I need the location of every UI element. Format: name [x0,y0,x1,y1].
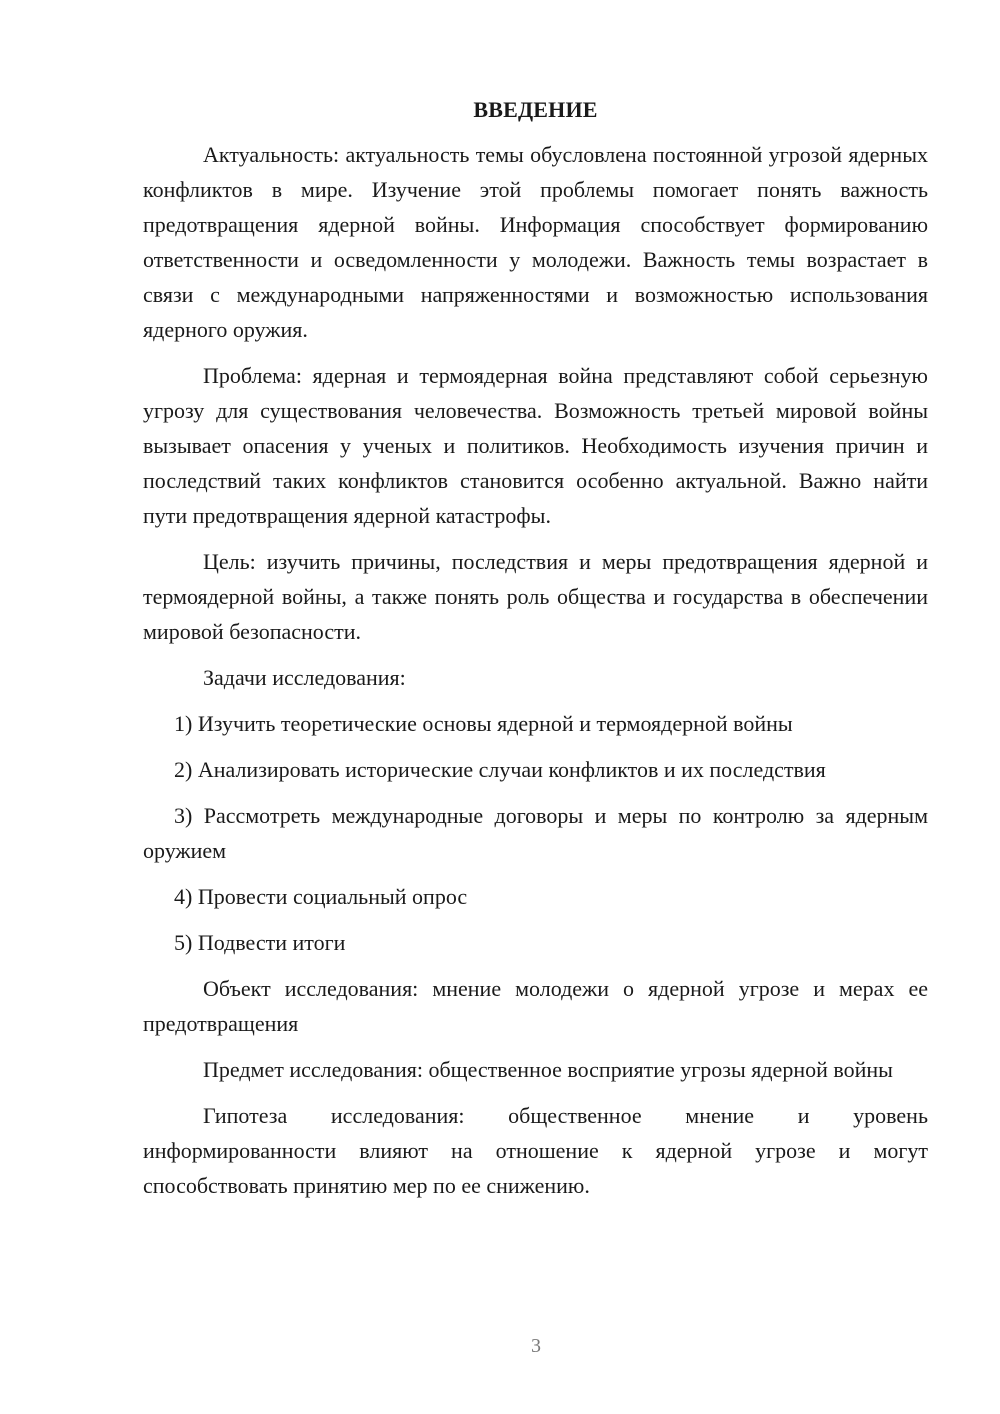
paragraph-subject: Предмет исследования: общественное восприятие угрозы ядерной войны [203,1057,893,1082]
task-item-1: 1) Изучить теоретические основы ядерной и термоядерной войны [174,711,793,736]
page-number: 3 [531,1335,541,1357]
task-item-2: 2) Анализировать исторические случаи конфликтов и их последствия [174,757,826,782]
paragraph-goal: Цель: изучить причины, последствия и меры предотвращения ядерной и термоядерной войны, а также понять роль общества и государства в обеспечении мировой безопасности. [143,549,928,644]
task-item-3: 3) Рассмотреть международные договоры и меры по контролю за ядерным оружием [143,803,928,863]
section-title: ВВЕДЕНИЕ [473,97,598,122]
paragraph-relevance: Актуальность: актуальность темы обусловлена постоянной угрозой ядерных конфликтов в мире. Изучение этой проблемы помогает понять важность предотвращения ядерной войны. Информация способствует формированию ответственности и осведомленности у молодежи. Важность темы возрастает в связи с международными напряженностями и возможностью использования ядерного оружия. [143,142,928,342]
paragraph-object: Объект исследования: мнение молодежи о ядерной угрозе и мерах ее предотвращения [143,976,928,1036]
paragraph-problem: Проблема: ядерная и термоядерная война представляют собой серьезную угрозу для существования человечества. Возможность третьей мировой войны вызывает опасения у ученых и политиков. Необходимость изучения причин и последствий таких конфликтов становится особенно актуальной. Важно найти пути предотвращения ядерной катастрофы. [143,363,928,528]
document-page [143,92,928,1214]
paragraph-tasks-heading: Задачи исследования: [203,665,406,690]
task-item-4: 4) Провести социальный опрос [174,884,468,909]
paragraph-hypothesis: Гипотеза исследования: общественное мнение и уровень информированности влияют на отношение к ядерной угрозе и могут способствовать принятию мер по ее снижению. [143,1103,928,1198]
task-item-5: 5) Подвести итоги [174,930,346,955]
